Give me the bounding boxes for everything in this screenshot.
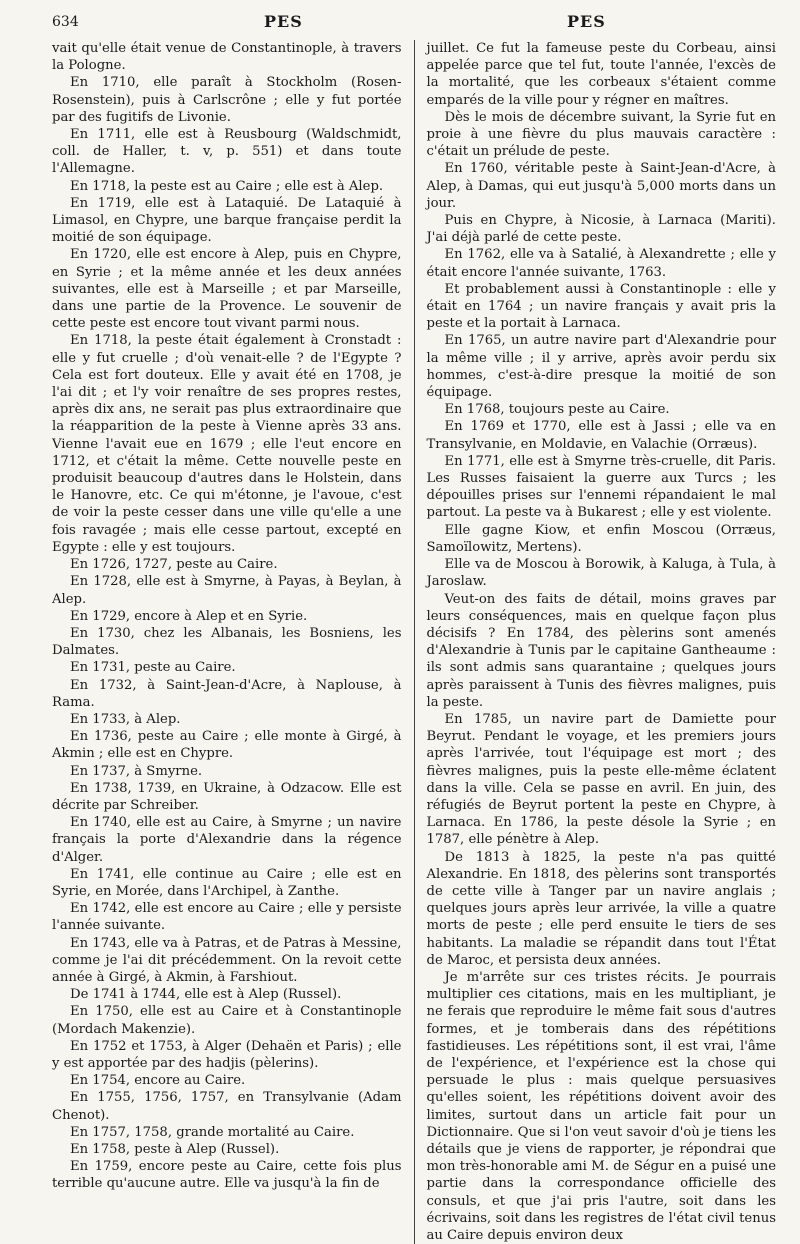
paragraph: En 1769 et 1770, elle est à Jassi ; elle va en Transylvanie, en Moldavie, en Valachie (Orræus). (426, 419, 776, 452)
paragraph: Et probablement aussi à Constantinople : elle y était en 1764 ; un navire français y avait pris la peste et la portait à Larnaca. (426, 281, 776, 332)
paragraph: En 1710, elle paraît à Stockholm (Rosen-Rosenstein), puis à Carlscrône ; elle y fut portée par des fugitifs de Livonie. (52, 75, 402, 125)
paragraph: En 1733, à Alep. (70, 711, 181, 727)
paragraph: Puis en Chypre, à Nicosie, à Larnaca (Mariti). J'ai déjà parlé de cette peste. (426, 213, 776, 246)
paragraph: En 1718, la peste est au Caire ; elle est à Alep. (70, 178, 384, 194)
running-header (52, 12, 776, 34)
paragraph: En 1737, à Smyrne. (70, 763, 203, 779)
paragraph: vait qu'elle était venue de Constantinople, à travers la Pologne. (52, 41, 402, 74)
page-number: 634 (52, 14, 79, 30)
paragraph: En 1731, peste au Caire. (70, 660, 236, 676)
paragraph: En 1732, à Saint-Jean-d'Acre, à Naplouse, à Rama. (52, 677, 402, 710)
paragraph: En 1759, encore peste au Caire, cette fois plus terrible qu'aucune autre. Elle va jusqu'à la fin de (52, 1159, 402, 1192)
paragraph: En 1765, un autre navire part d'Alexandrie pour la même ville ; il y arrive, après avoir perdu six hommes, c'est-à-dire presque la moitié de son équipage. (426, 333, 776, 401)
paragraph: Veut-on des faits de détail, moins graves par leurs conséquences, mais en quelque façon plus décisifs ? En 1784, des pèlerins sont amenés d'Alexandrie à Tunis par le capitaine Gantheaume : ils sont admis sans quarantaine ; quelques jours après paraissent à Tunis des fièvres malignes, puis la peste. (426, 591, 776, 710)
paragraph: De 1813 à 1825, la peste n'a pas quitté Alexandrie. En 1818, des pèlerins sont transportés de cette ville à Tanger par un navire anglais ; quelques jours après leur arrivée, la ville a quatre morts de peste ; elle perd ensuite le tiers de ses habitants. La maladie se répandit dans tout l'État de Maroc, et persista deux années. (426, 849, 776, 968)
text-columns (52, 40, 776, 1244)
paragraph: En 1719, elle est à Lataquié. De Lataquié à Limasol, en Chypre, une barque française perdit la moitié de son équipage. (52, 195, 402, 246)
paragraph: Elle gagne Kiow, et enfin Moscou (Orræus, Samoïlowitz, Mertens). (426, 522, 776, 555)
column-divider (414, 40, 415, 1244)
paragraph: En 1728, elle est à Smyrne, à Payas, à Beylan, à Alep. (52, 574, 402, 607)
paragraph: En 1740, elle est au Caire, à Smyrne ; un navire français la porte d'Alexandrie dans la régence d'Alger. (52, 815, 402, 865)
running-head-right: PES (567, 12, 606, 31)
paragraph: En 1729, encore à Alep et en Syrie. (70, 608, 308, 624)
paragraph: En 1726, 1727, peste au Caire. (70, 557, 278, 573)
paragraph: En 1760, véritable peste à Saint-Jean-d'Acre, à Alep, à Damas, qui eut jusqu'à 5,000 morts dans un jour. (426, 161, 776, 211)
paragraph: En 1738, 1739, en Ukraine, à Odzacow. Elle est décrite par Schreiber. (52, 780, 402, 813)
paragraph: En 1758, peste à Alep (Russel). (70, 1142, 280, 1157)
paragraph: De 1741 à 1744, elle est à Alep (Russel). (70, 987, 342, 1003)
paragraph: En 1711, elle est à Reusbourg (Waldschmidt, coll. de Haller, t. v, p. 551) et dans toute l'Allemagne. (52, 127, 402, 177)
paragraph: En 1762, elle va à Satalié, à Alexandrette ; elle y était encore l'année suivante, 1763. (426, 247, 776, 280)
paragraph: En 1730, chez les Albanais, les Bosniens, les Dalmates. (52, 625, 402, 659)
running-head-left: PES (264, 12, 303, 31)
paragraph: En 1771, elle est à Smyrne très-cruelle, dit Paris. Les Russes faisaient la guerre aux Turcs ; les dépouilles prises sur l'ennemi répandaient le mal partout. La peste va à Bukarest ; elle y est violente. (426, 453, 776, 521)
paragraph: Elle va de Moscou à Borowik, à Kaluga, à Tula, à Jaroslaw. (426, 557, 776, 590)
paragraph: En 1750, elle est au Caire et à Constantinople (Mordach Makenzie). (52, 1004, 402, 1037)
paragraph: En 1743, elle va à Patras, et de Patras à Messine, comme je l'ai dit précédemment. On la revoit cette année à Girgé, à Akmin, à Farshiout. (52, 935, 402, 985)
paragraph: Dès le mois de décembre suivant, la Syrie fut en proie à une fièvre du plus mauvais caractère : c'était un prélude de peste. (426, 109, 776, 160)
left-column (52, 40, 402, 1244)
paragraph: En 1755, 1756, 1757, en Transylvanie (Adam Chenot). (52, 1090, 402, 1123)
paragraph: En 1752 et 1753, à Alger (Dehaën et Paris) ; elle y est apportée par des hadjis (pèlerins). (52, 1038, 402, 1071)
paragraph: En 1742, elle est encore au Caire ; elle y persiste l'année suivante. (52, 901, 402, 934)
paragraph: juillet. Ce fut la fameuse peste du Corbeau, ainsi appelée parce que tel fut, toute l'année, l'excès de la mortalité, que les corbeaux s'étaient comme emparés de la ville pour y régner en maîtres. (426, 41, 776, 108)
paragraph: En 1736, peste au Caire ; elle monte à Girgé, à Akmin ; elle est en Chypre. (52, 729, 402, 762)
paragraph: En 1754, encore au Caire. (70, 1073, 246, 1089)
paragraph: En 1741, elle continue au Caire ; elle est en Syrie, en Morée, dans l'Archipel, à Zanthe. (52, 866, 402, 899)
right-column (427, 40, 777, 1244)
paragraph: En 1718, la peste était également à Cronstadt : elle y fut cruelle ; d'où venait-elle ? de l'Egypte ? Cela est fort douteux. Elle y avait été en 1708, je l'ai dit ; et l'y voir renaître de ses propres restes, après dix ans, ne serait pas plus extraordinaire que la réapparition de la peste à Vienne après 33 ans. Vienne l'avait eue en 1679 ; elle l'eut encore en 1712, et c'était la même. Cette nouvelle peste en produisit beaucoup d'autres dans le Holstein, dans le Hanovre, etc. Ce qui m'étonne, je l'avoue, c'est de voir la peste cesser dans une ville qu'elle a une fois ravagée ; mais elle cesse partout, excepté en Egypte : elle y est toujours. (52, 333, 402, 555)
paragraph: En 1768, toujours peste au Caire. (444, 402, 670, 418)
paragraph: En 1757, 1758, grande mortalité au Caire. (70, 1124, 355, 1140)
paragraph: Je m'arrête sur ces tristes récits. Je pourrais multiplier ces citations, mais en les multipliant, je ne ferais que reproduire le même fait sous d'autres formes, et je tomberais dans des répétitions fastidieuses. Les répétitions sont, il est vrai, l'âme de l'expérience, et l'expérience est la chose qui persuade le plus : mais quelque persuasives qu'elles soient, les répétitions doivent avoir des limites, surtout dans un article fait pour un Dictionnaire. Que si l'on veut savoir d'où je tiens les détails que je viens de rapporter, je répondrai que mon très-honorable ami M. de Ségur en a puisé une partie dans la correspondance officielle des consuls, et que j'ai pris l'autre, soit dans les écrivains, soit dans les registres de l'état civil tenus au Caire depuis environ deux (426, 969, 776, 1244)
paragraph: En 1720, elle est encore à Alep, puis en Chypre, en Syrie ; et la même année et les deux années suivantes, elle est à Marseille ; et par Marseille, dans une partie de la Provence. Le souvenir de cette peste est encore tout vivant parmi nous. (52, 247, 402, 332)
paragraph: En 1785, un navire part de Damiette pour Beyrut. Pendant le voyage, et les premiers jours après l'arrivée, tout l'équipage est mort ; des fièvres malignes, puis la peste elle-même éclatent dans la ville. Cela se passe en avril. En juin, des réfugiés de Beyrut portent la peste en Chypre, à Larnaca. En 1786, la peste désole la Syrie ; en 1787, elle pénètre à Alep. (426, 711, 776, 848)
